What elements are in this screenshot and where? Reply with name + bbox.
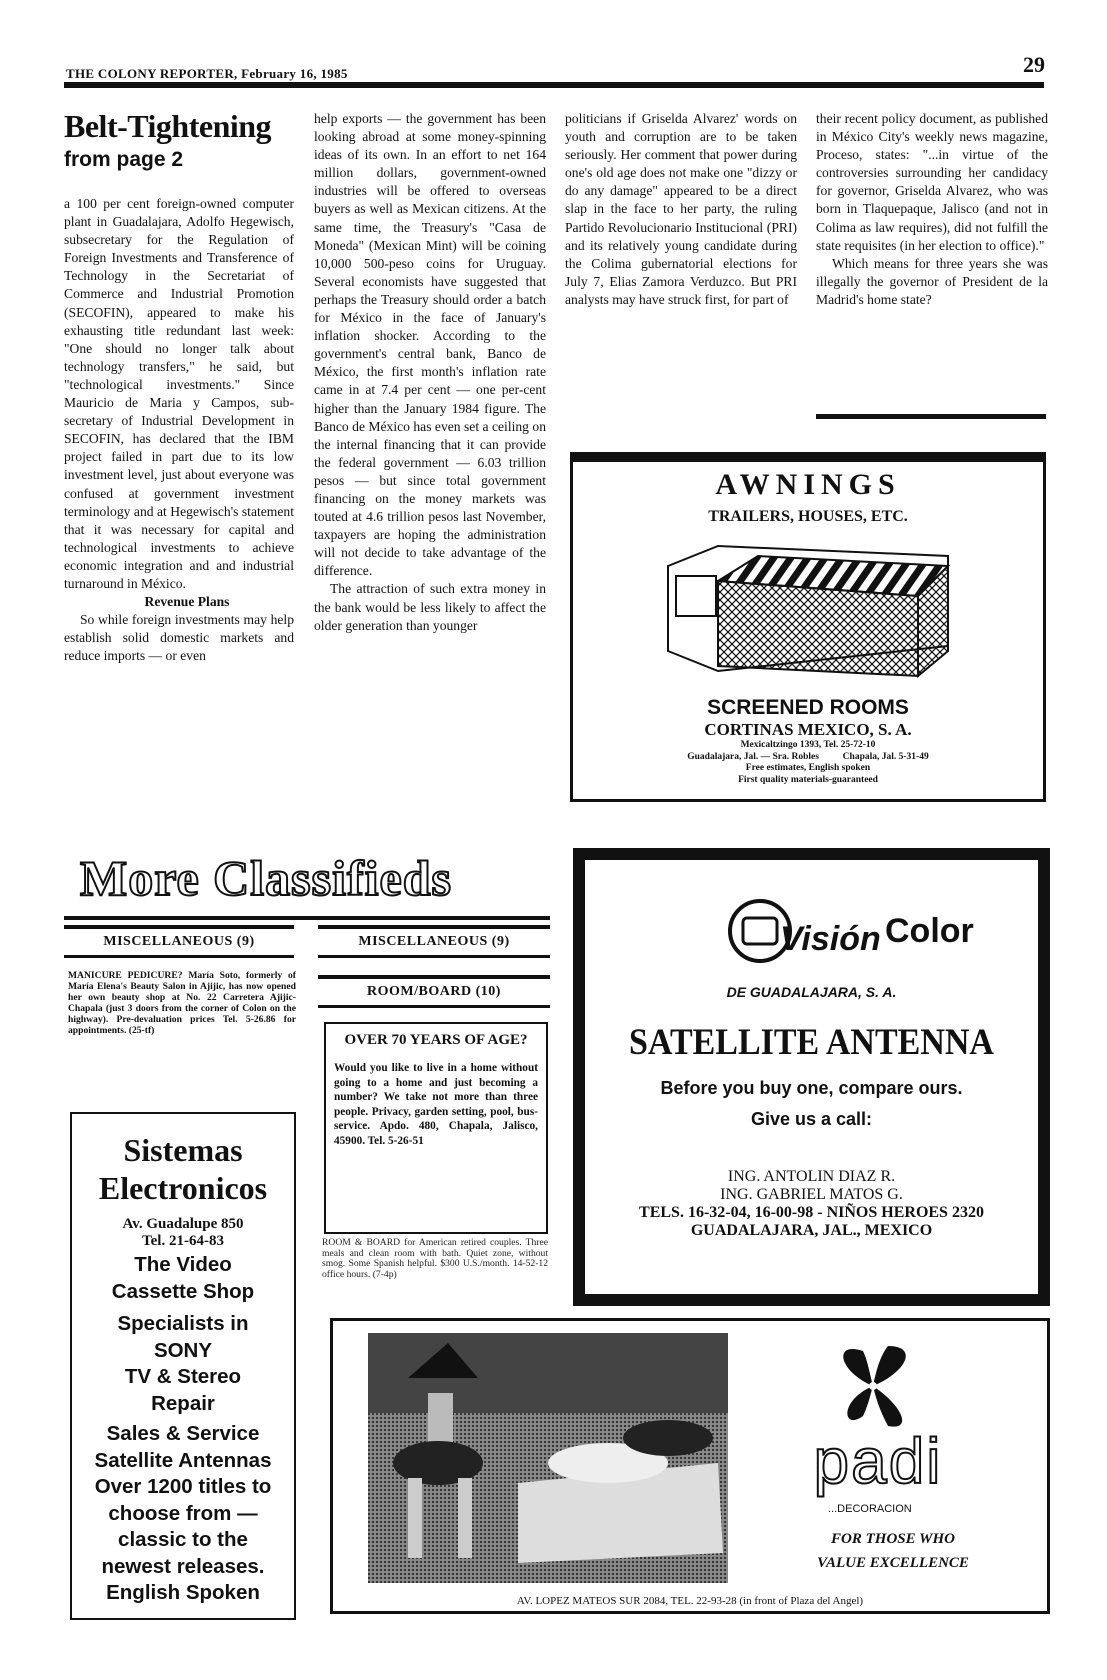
sistemas-line: TV & Stereo [124, 1365, 242, 1388]
awnings-ad [570, 452, 1046, 802]
article-paragraph: politicians if Griselda Alvarez' words on youth and corruption are to be taken seriously. Her comment that power during one's old age does not make one "dizzy or do any damage" appeared to be a direct slap in the face to her party, the ruling Partido Revolucionario Institucional (PRI) and its relatively young candidate during the Colima gubernatorial elections for July 7, Elias Zamora Verduzco. But PRI analysts may have struck first, for part of [565, 111, 797, 307]
misc-heading-right: MISCELLANEOUS (9) [318, 925, 550, 958]
sistemas-line: SONY [153, 1338, 213, 1362]
padi-ad [330, 1318, 1050, 1614]
article-crosshead: Revenue Plans [144, 594, 230, 610]
header-rule [64, 82, 1044, 88]
article-headline-block [64, 108, 294, 172]
vision-line: Give us a call: [750, 1109, 873, 1129]
sistemas-line: choose from — [108, 1501, 258, 1525]
sistemas-lines [72, 1252, 294, 1607]
manicure-classified: MANICURE PEDICURE? María Soto, formerly of María Elena's Beauty Salon in Ajijic, has now opened her own beauty shop at No. 22 Carretera Ajijic-Chapala (just 3 doors from the corner of Colon on the highway). Pre-devaluation prices Tel. 5-26.86 for appointments. (25-tf) [68, 970, 296, 1036]
vision-logo-text: Visión [780, 920, 881, 958]
padi-address: AV. LOPEZ MATEOS SUR 2084, TEL. 22-93-28 (in front of Plaza del Angel) [516, 1595, 864, 1607]
furniture-photo [368, 1333, 728, 1583]
classifieds-rule [64, 916, 550, 920]
sistemas-line: Sales & Service [106, 1422, 260, 1445]
sistemas-line: newest releases. [101, 1554, 265, 1578]
over70-ad [324, 1022, 548, 1234]
article-end-rule [816, 414, 1046, 419]
room-board-heading: ROOM/BOARD (10) [318, 975, 550, 1008]
vision-tels: TELS. 16-32-04, 16-00-98 - NIÑOS HEROES 2320 [639, 1204, 984, 1221]
article-paragraph: The attraction of such extra money in the bank would be less likely to affect the older generation than younger [314, 581, 546, 633]
misc-heading-left: MISCELLANEOUS (9) [64, 925, 294, 958]
awning-illustration [648, 536, 968, 686]
awnings-screened: SCREENED ROOMS [707, 696, 909, 719]
classifieds-title: More Classifieds [80, 850, 452, 906]
awnings-address: First quality materials-guaranteed [738, 774, 878, 785]
over70-title: OVER 70 YEARS OF AGE? [344, 1032, 528, 1048]
awnings-subtitle: TRAILERS, HOUSES, ETC. [708, 508, 908, 525]
vision-contact: ING. ANTOLIN DIAZ R. [727, 1168, 896, 1185]
article-subhead: from page 2 [64, 148, 184, 171]
room-board-classified: ROOM & BOARD for American retired couples. Three meals and clean room with bath. Quiet zone, without smog. Some Spanish helpful. $300 U.S./month. 14-52-12 office hours. (7-4p) [322, 1237, 548, 1280]
sistemas-line: Cassette Shop [111, 1279, 255, 1303]
sistemas-line: Specialists in [117, 1312, 249, 1335]
vision-logo-text: Color [885, 912, 974, 950]
sistemas-line: Repair [151, 1391, 215, 1415]
padi-tagline: FOR THOSE WHO [831, 1531, 955, 1547]
padi-logo: padi [813, 1425, 943, 1497]
sistemas-line: English Spoken [106, 1581, 260, 1604]
article-column-3 [565, 110, 797, 422]
sistemas-line: The Video [134, 1253, 232, 1276]
sistemas-line: Over 1200 titles to [94, 1475, 272, 1498]
sistemas-name: Electronicos [98, 1170, 268, 1206]
article-paragraph: So while foreign investments may help establish solid domestic markets and reduce imports — or even [64, 612, 294, 664]
sistemas-tel: Tel. 21-64-83 [142, 1233, 224, 1249]
sistemas-ad [70, 1112, 296, 1620]
vision-company: DE GUADALAJARA, S. A. [726, 984, 897, 1000]
awnings-company: CORTINAS MEXICO, S. A. [704, 720, 912, 739]
sistemas-name: Sistemas [123, 1132, 243, 1168]
vision-line: Before you buy one, compare ours. [660, 1078, 963, 1098]
awnings-title: AWNINGS [715, 468, 901, 501]
vision-dots [585, 1130, 1038, 1160]
article-headline: Belt-Tightening [64, 108, 272, 144]
masthead: THE COLONY REPORTER, February 16, 1985 [66, 66, 348, 81]
page-number: 29 [1023, 52, 1045, 77]
vision-headline: SATELLITE ANTENNA [629, 1022, 994, 1063]
sistemas-address: Av. Guadalupe 850 [122, 1216, 244, 1232]
vision-contact: ING. GABRIEL MATOS G. [720, 1186, 903, 1203]
article-paragraph: help exports — the government has been looking abroad at some money-spinning ideas of its own. In an effort to net 164 million dollars, government-owned industries will be offered to overseas buyers as well as Mexican citizens. At the same time, the Treasury's "Casa de Moneda" (Mexican Mint) will be coining 10,000 500-peso coins for Uruguay. Several economists have suggested that perhaps the Treasury should order a batch for México in the face of January's inflation shocker. According to the government's central bank, Banco de México, the first month's inflation rate came in at 7.4 per cent — one per-cent higher than the January 1984 figure. The Banco de México has even set a ceiling on the internal financing that it can provide the federal government — 6.03 trillion pesos — but since total government financing on the money markets was touted at 4.6 trillion pesos last November, taxpayers are hoping the administration will not decide to take advantage of the difference. [314, 111, 546, 579]
article-column-4 [816, 110, 1048, 410]
vision-color-ad [573, 848, 1050, 1306]
article-paragraph: a 100 per cent foreign-owned computer plant in Guadalajara, Adolfo Hegewisch, subsecretary for the Regulation of Foreign Investments and Transference of Technology in the Secretariat of Commerce and Industrial Promotion (SECOFIN), appeared to make his exhausting title redundant last week: "One should no longer talk about technology transfers," he said, but "technological investments." Since Mauricio de Maria y Campos, sub-secretary of Industrial Development in SECOFIN, has declared that the IBM project failed in part due to its low investment level, just about everyone was confused at government investment terminology and at Hegewisch's statement that it was necessary for capital and technological investments to achieve economic integration and and industrial turnaround in México. [64, 196, 294, 591]
vision-logo [585, 890, 1038, 1000]
vision-city: GUADALAJARA, JAL., MEXICO [690, 1222, 933, 1239]
sistemas-line: classic to the [118, 1528, 248, 1551]
article-paragraph: Which means for three years she was illegally the governor of President de la Madrid's home state? [816, 255, 1048, 307]
sistemas-line: Satellite Antennas [94, 1448, 272, 1472]
awnings-address: Mexicaltzingo 1393, Tel. 25-72-10 [740, 740, 876, 750]
over70-body: Would you like to live in a home without going to a home and just becoming a number? We take not more than three people. Privacy, garden setting, pool, bus-service. Apdo. 480, Chapala, Jalisco, 45900. Tel. 5-26-51 [334, 1062, 538, 1147]
padi-sub: ...DECORACION [828, 1503, 912, 1515]
awnings-address: Guadalajara, Jal. — Sra. Robles Chapala, Jal. 5-31-49 [687, 751, 929, 762]
article-paragraph: their recent policy document, as published in México City's weekly news magazine, Proceso, states: "...in virtue of the controversies surrounding her candidacy for governor, Griselda Alvarez, who was born in Tlaquepaque, Jalisco (and not in Colima as law requires), did not fulfill the state requisites (in her election to office)." [816, 111, 1048, 253]
padi-tagline: VALUE EXCELLENCE [817, 1555, 969, 1571]
article-column-2 [314, 110, 546, 835]
article-column-1 [64, 195, 294, 835]
awnings-address: Free estimates, English spoken [745, 763, 871, 773]
